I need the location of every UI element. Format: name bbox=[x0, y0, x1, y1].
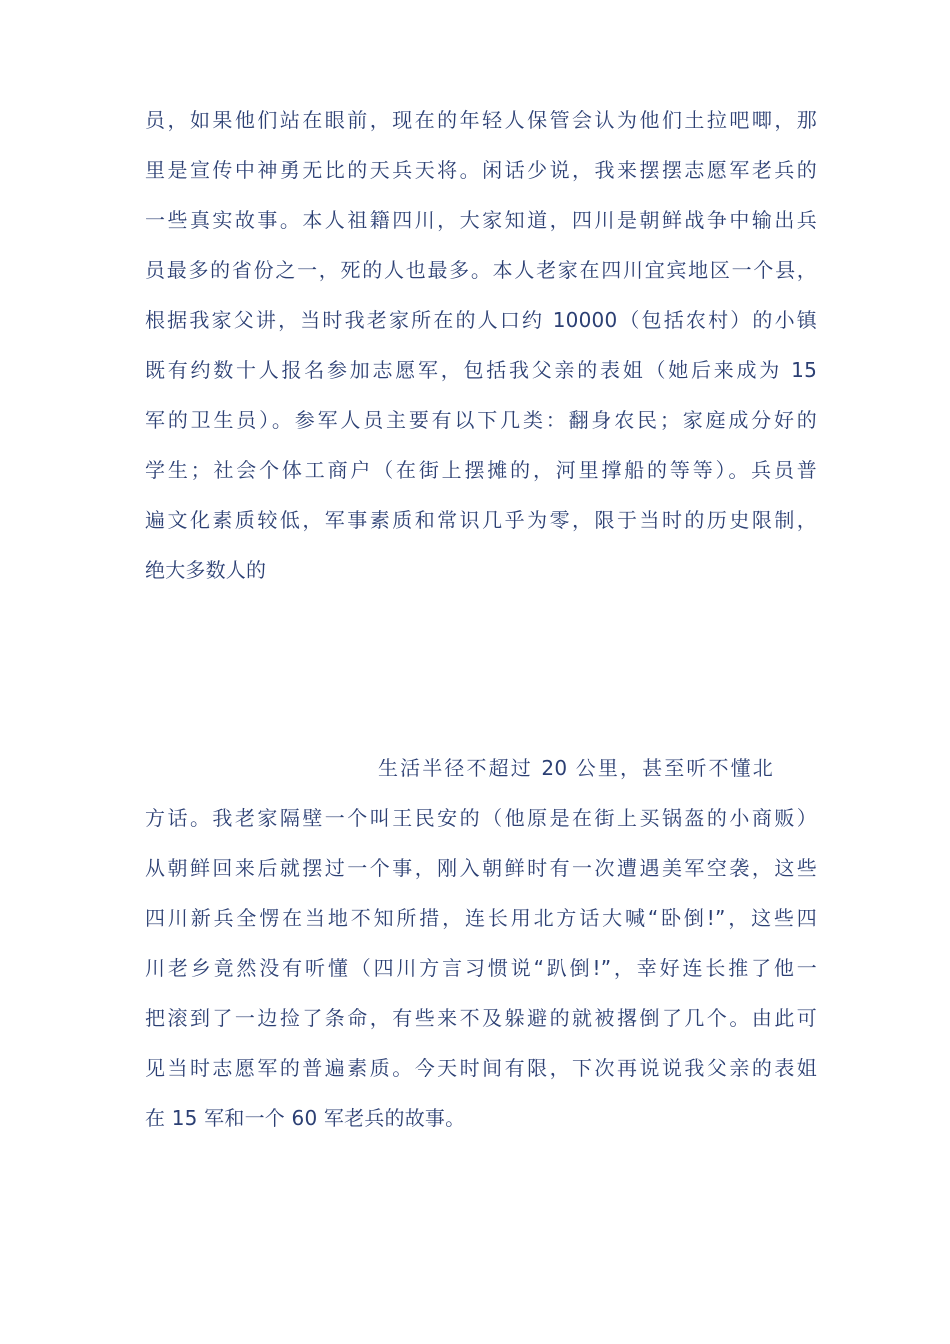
paragraph-line: 从朝鲜回来后就摆过一个事，刚入朝鲜时有一次遭遇美军空袭，这些 bbox=[145, 856, 817, 880]
paragraph-line: 既有约数十人报名参加志愿军，包括我父亲的表姐（她后来成为 15 bbox=[145, 358, 817, 382]
paragraph-line: 川老乡竟然没有听懂（四川方言习惯说“趴倒!”，幸好连长推了他一 bbox=[145, 956, 817, 980]
paragraph-line: 四川新兵全愣在当地不知所措，连长用北方话大喊“卧倒!”，这些四 bbox=[145, 906, 817, 930]
paragraph-line: 里是宣传中神勇无比的天兵天将。闲话少说，我来摆摆志愿军老兵的 bbox=[145, 158, 817, 182]
paragraph-line: 绝大多数人的 bbox=[145, 558, 267, 582]
paragraph-line: 一些真实故事。本人祖籍四川，大家知道，四川是朝鲜战争中输出兵 bbox=[145, 208, 817, 232]
paragraph-line: 见当时志愿军的普遍素质。今天时间有限，下次再说说我父亲的表姐 bbox=[145, 1056, 817, 1080]
paragraph-line: 军的卫生员）。参军人员主要有以下几类：翻身农民；家庭成分好的 bbox=[145, 408, 817, 432]
paragraph-line: 遍文化素质较低，军事素质和常识几乎为零，限于当时的历史限制， bbox=[145, 508, 817, 532]
paragraph-line: 生活半径不超过 20 公里，甚至听不懂北 bbox=[378, 756, 773, 780]
paragraph-line: 在 15 军和一个 60 军老兵的故事。 bbox=[145, 1106, 466, 1130]
paragraph-line: 把滚到了一边捡了条命，有些来不及躲避的就被撂倒了几个。由此可 bbox=[145, 1006, 817, 1030]
paragraph-line: 员最多的省份之一，死的人也最多。本人老家在四川宜宾地区一个县， bbox=[145, 258, 817, 282]
paragraph-line: 学生；社会个体工商户（在街上摆摊的，河里撑船的等等）。兵员普 bbox=[145, 458, 817, 482]
paragraph-line: 员，如果他们站在眼前，现在的年轻人保管会认为他们土拉吧唧，那 bbox=[145, 108, 817, 132]
paragraph-line: 根据我家父讲，当时我老家所在的人口约 10000（包括农村）的小镇 bbox=[145, 308, 817, 332]
paragraph-line: 方话。我老家隔壁一个叫王民安的（他原是在街上买锅盔的小商贩） bbox=[145, 806, 817, 830]
